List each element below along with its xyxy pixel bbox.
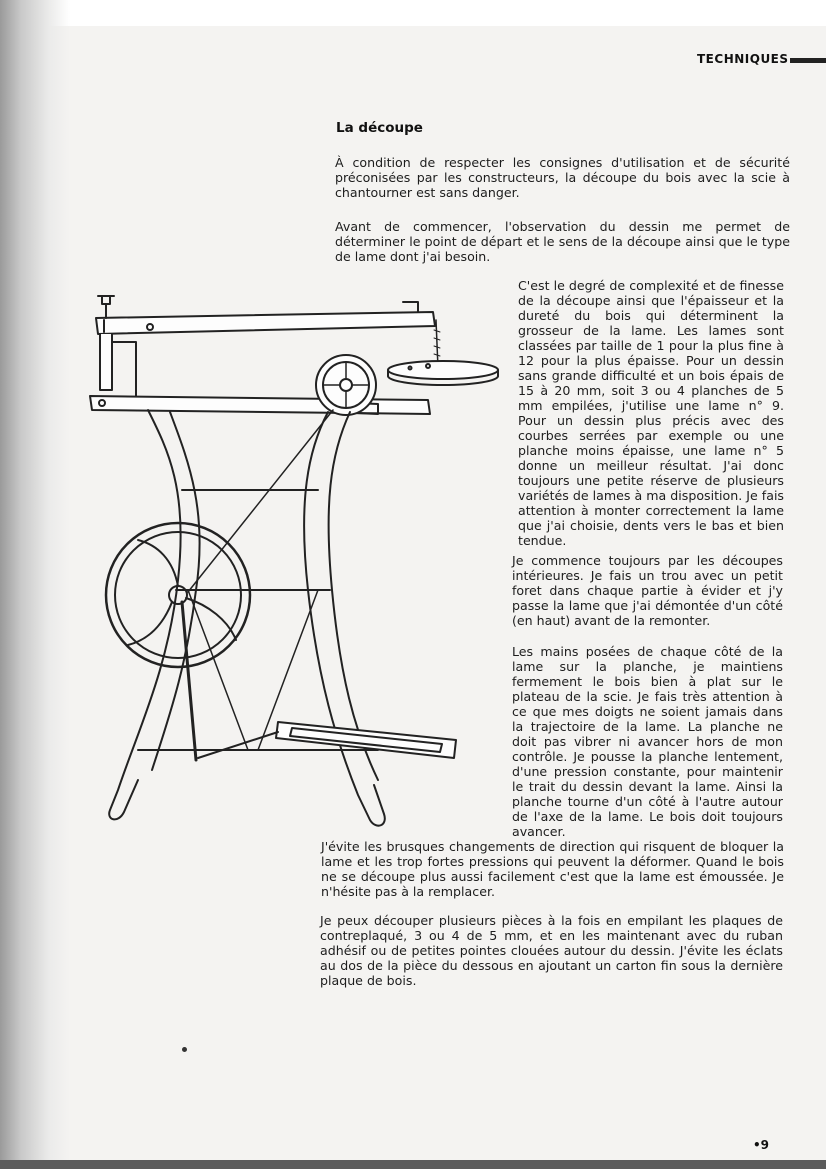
saw-table bbox=[388, 361, 498, 385]
saw-treadle-pedal bbox=[198, 722, 456, 758]
treadle-scroll-saw-illustration bbox=[78, 290, 508, 835]
saw-upper-flywheel bbox=[316, 355, 376, 415]
saw-column bbox=[100, 334, 136, 400]
scan-top-margin bbox=[0, 0, 826, 26]
paragraph-preparation: Avant de commencer, l'observation du dessin me permet de déterminer le point de départ et le sens de la découpe ainsi que le type de lame dont j'ai besoin. bbox=[335, 219, 790, 264]
saw-lower-arm bbox=[90, 396, 430, 414]
paragraph-blade-choice: C'est le degré de complexité et de finesse de la découpe ainsi que l'épaisseur et la dureté du bois qui déterminent la grosseur de la lame. Les lames sont classées par taille de 1 pour la plus fine à 12 pour la plus épaisse. Pour un dessin sans grande difficulté et un bois épais de 15 à 20 mm, soit 3 ou 4 planches de 5 mm empilées, j'utilise une lame n° 9. Pour un dessin plus précis avec des courbes serrées par exemple ou une planche moins épaisse, une lame n° 5 donne un meilleur résultat. J'ai donc toujours une petite réserve de plusieurs variétés de lames à ma disposition. Je fais attention à monter correctement la lame que j'ai choisie, dents vers le bas et bien tendue. bbox=[518, 278, 784, 548]
paragraph-interior-cuts: Je commence toujours par les découpes intérieures. Je fais un trou avec un petit foret dans chaque partie à évider et j'y passe la lame que j'ai démontée d'un côté (en haut) avant de la remonter. bbox=[512, 553, 783, 628]
saw-treadle-wheel bbox=[106, 523, 250, 667]
page-number: •9 bbox=[753, 1138, 770, 1152]
scan-bottom-edge bbox=[0, 1160, 826, 1169]
scan-speck bbox=[182, 1047, 187, 1052]
paragraph-direction-changes: J'évite les brusques changements de direction qui risquent de bloquer la lame et les trop fortes pressions qui peuvent la déformer. Quand le bois ne se découpe plus aussi facilement c'est que la lame est émoussée. Je n'hésite pas à la remplacer. bbox=[321, 839, 784, 899]
paragraph-intro: À condition de respecter les consignes d'utilisation et de sécurité préconisées par les constructeurs, la découpe du bois avec la scie à chantourner est sans danger. bbox=[335, 155, 790, 200]
page-gutter-shadow bbox=[0, 0, 70, 1169]
article-title: La découpe bbox=[336, 120, 423, 136]
section-header-label: TECHNIQUES bbox=[697, 52, 789, 66]
paragraph-stacking: Je peux découper plusieurs pièces à la fois en empilant les plaques de contreplaqué, 3 ou 4 de 5 mm, et en les maintenant avec du ruban adhésif ou de petites pointes clouées autour du dessin. J'évite les éclats au dos de la pièce du dessous en ajoutant un carton fin sous la dernière plaque de bois. bbox=[320, 913, 783, 988]
paragraph-hand-position: Les mains posées de chaque côté de la lame sur la planche, je maintiens fermement le bois bien à plat sur le plateau de la scie. Je fais très attention à ce que mes doigts ne soient jamais dans la trajectoire de la lame. La planche ne doit pas vibrer ni avancer hors de mon contrôle. Je pousse la planche lentement, d'une pression constante, pour maintenir le trait du dessin devant la lame. Ainsi la planche tourne d'un côté à l'autre autour de l'axe de la lame. Le bois doit toujours avancer. bbox=[512, 644, 783, 839]
section-header-bar bbox=[790, 58, 826, 63]
saw-upper-arm bbox=[96, 296, 435, 334]
